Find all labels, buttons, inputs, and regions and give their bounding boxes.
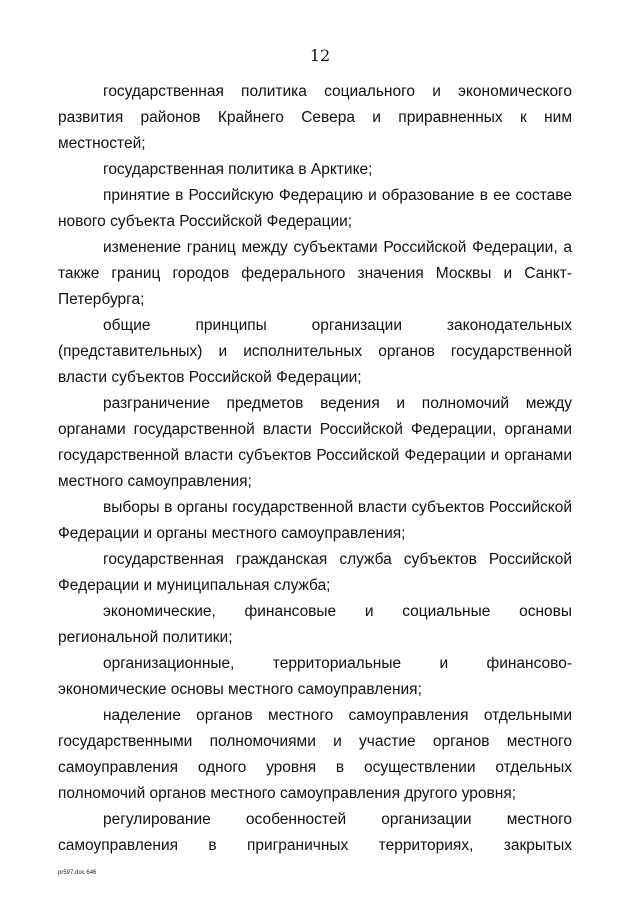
paragraph-far-north-policy: государственная политика социального и экономического развития районов Крайнего Севера и приравненных к ним местностей; — [58, 83, 572, 152]
paragraph-arctic-policy: государственная политика в Арктике; — [103, 161, 373, 178]
footer-document-code: pr597.doc 646 — [58, 870, 97, 876]
paragraph-new-subject-admission: принятие в Российскую Федерацию и образование в ее составе нового субъекта Российской Федерации; — [58, 187, 572, 230]
paragraph-delegated-powers: наделение органов местного самоуправления отдельными государственными полномочиями и участие органов местного самоуправления одного уровня в осуществлении отдельных полномочий органов местного самоуправления другого уровня; — [58, 707, 572, 802]
paragraph-border-territories: регулирование особенностей организации местного самоуправления в приграничных территориях, закрытых — [58, 811, 572, 854]
paragraph-civil-service: государственная гражданская служба субъектов Российской Федерации и муниципальная служба; — [58, 551, 572, 594]
paragraph-powers-delimitation: разграничение предметов ведения и полномочий между органами государственной власти Российской Федерации, органами государственной власти субъектов Российской Федерации и органами местного самоуправления; — [58, 395, 572, 490]
document-body — [58, 79, 572, 859]
paragraph-general-principles: общие принципы организации законодательных (представительных) и исполнительных органов государственной власти субъектов Российской Федерации; — [58, 317, 572, 386]
paragraph-border-changes: изменение границ между субъектами Российской Федерации, а также границ городов федерального значения Москвы и Санкт-Петербурга; — [58, 239, 572, 308]
paragraph-local-self-government-basics: организационные, территориальные и финансово-экономические основы местного самоуправления; — [58, 655, 572, 698]
page-number: 12 — [309, 46, 331, 65]
paragraph-regional-policy: экономические, финансовые и социальные основы региональной политики; — [58, 603, 572, 646]
paragraph-elections: выборы в органы государственной власти субъектов Российской Федерации и органы местного самоуправления; — [58, 499, 572, 542]
